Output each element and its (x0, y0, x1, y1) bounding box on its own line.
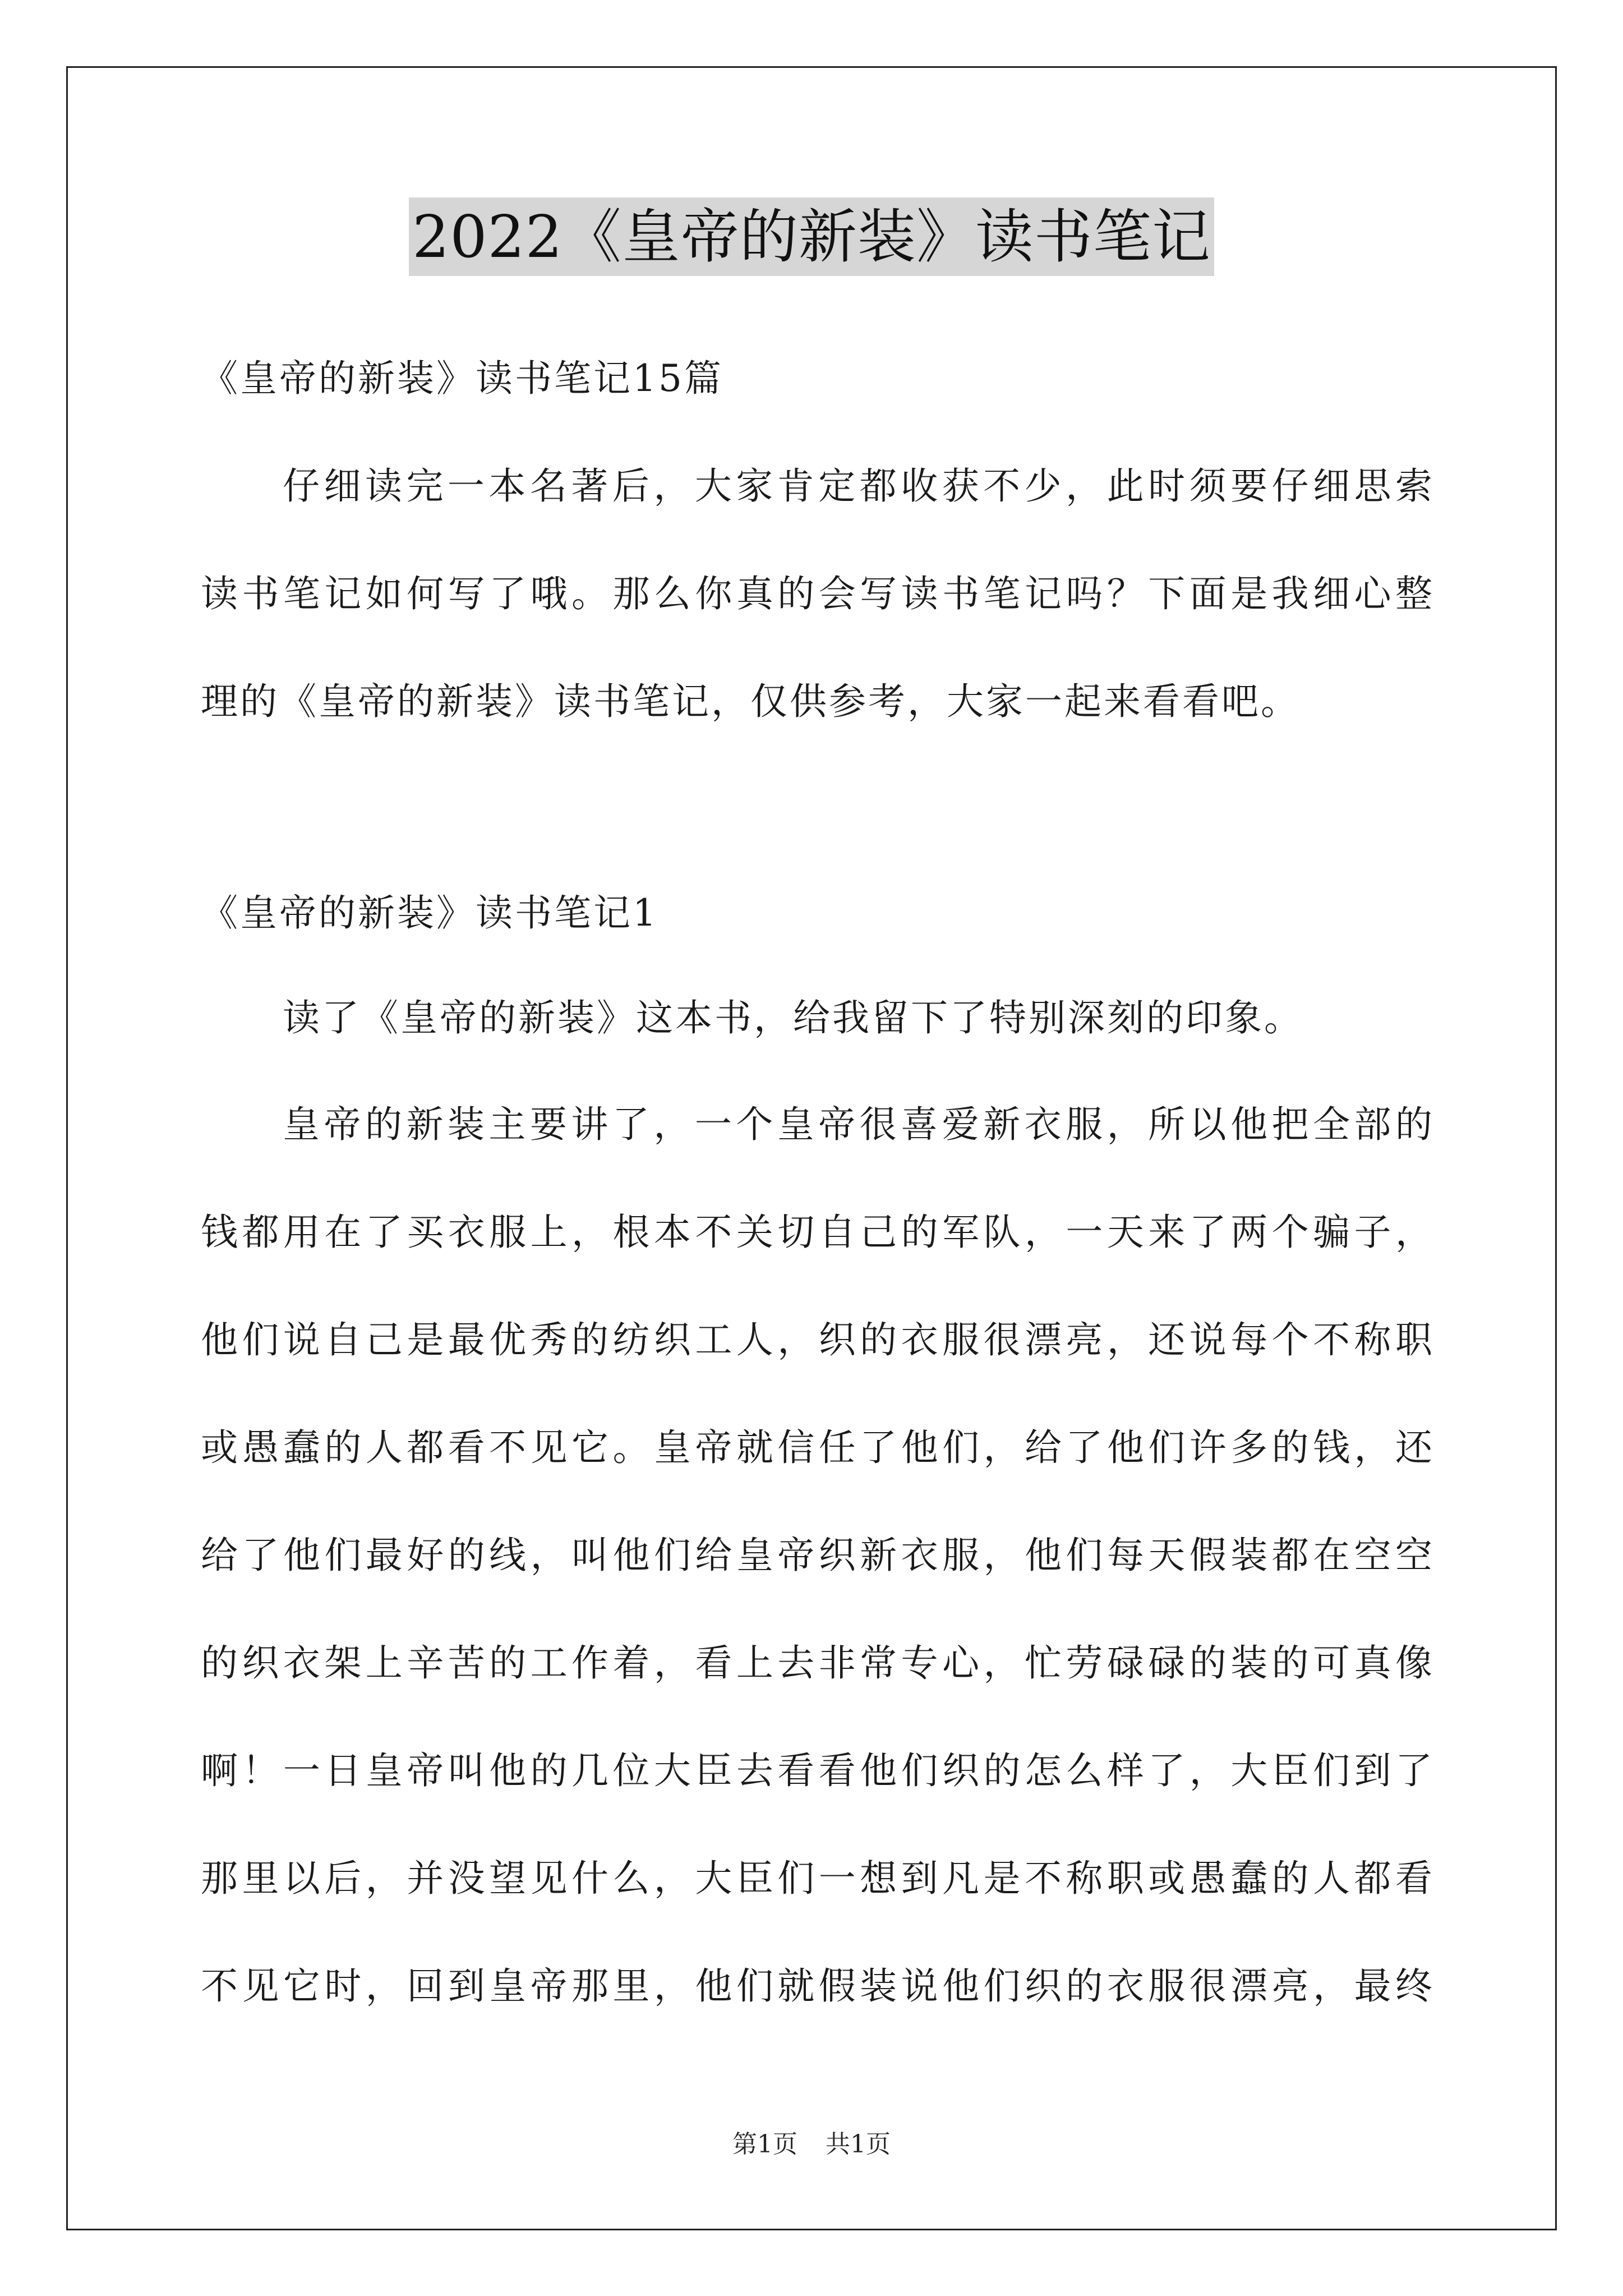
intro-line: 理的《皇帝的新装》读书笔记，仅供参考，大家一起来看看吧。 (201, 680, 1300, 723)
paragraph-line: 给了他们最好的线，叫他们给皇帝织新衣服，他们每天假装都在空空 (201, 1534, 1435, 1577)
paragraph-line: 不见它时，回到皇帝那里，他们就假装说他们织的衣服很漂亮，最终 (201, 1964, 1435, 2008)
paragraph-line: 钱都用在了买衣服上，根本不关切自己的军队，一天来了两个骗子， (201, 1211, 1435, 1254)
document-title: 2022《皇帝的新装》读书笔记 (409, 197, 1214, 276)
paragraph-line: 读了《皇帝的新装》这本书，给我留下了特别深刻的印象。 (283, 996, 1303, 1039)
page-total: 共1页 (826, 2130, 891, 2159)
section-heading: 《皇帝的新装》读书笔记1 (201, 891, 658, 935)
paragraph-line: 的织衣架上辛苦的工作着，看上去非常专心，忙劳碌碌的装的可真像 (201, 1641, 1435, 1685)
intro-line: 读书笔记如何写了哦。那么你真的会写读书笔记吗？下面是我细心整 (201, 572, 1435, 615)
intro-line: 仔细读完一本名著后，大家肯定都收获不少，此时须要仔细思索 (283, 464, 1435, 508)
page-footer (0, 2128, 1623, 2161)
paragraph-line: 皇帝的新装主要讲了，一个皇帝很喜爱新衣服，所以他把全部的 (283, 1103, 1435, 1146)
paragraph-line: 他们说自己是最优秀的纺织工人，织的衣服很漂亮，还说每个不称职 (201, 1318, 1435, 1361)
title-container (0, 197, 1623, 276)
document-subtitle: 《皇帝的新装》读书笔记15篇 (201, 357, 723, 400)
paragraph-line: 或愚蠢的人都看不见它。皇帝就信任了他们，给了他们许多的钱，还 (201, 1426, 1435, 1469)
page-number: 第1页 (732, 2130, 797, 2159)
paragraph-line: 那里以后，并没望见什么，大臣们一想到凡是不称职或愚蠢的人都看 (201, 1857, 1435, 1900)
paragraph-line: 啊！一日皇帝叫他的几位大臣去看看他们织的怎么样了，大臣们到了 (201, 1749, 1435, 1792)
